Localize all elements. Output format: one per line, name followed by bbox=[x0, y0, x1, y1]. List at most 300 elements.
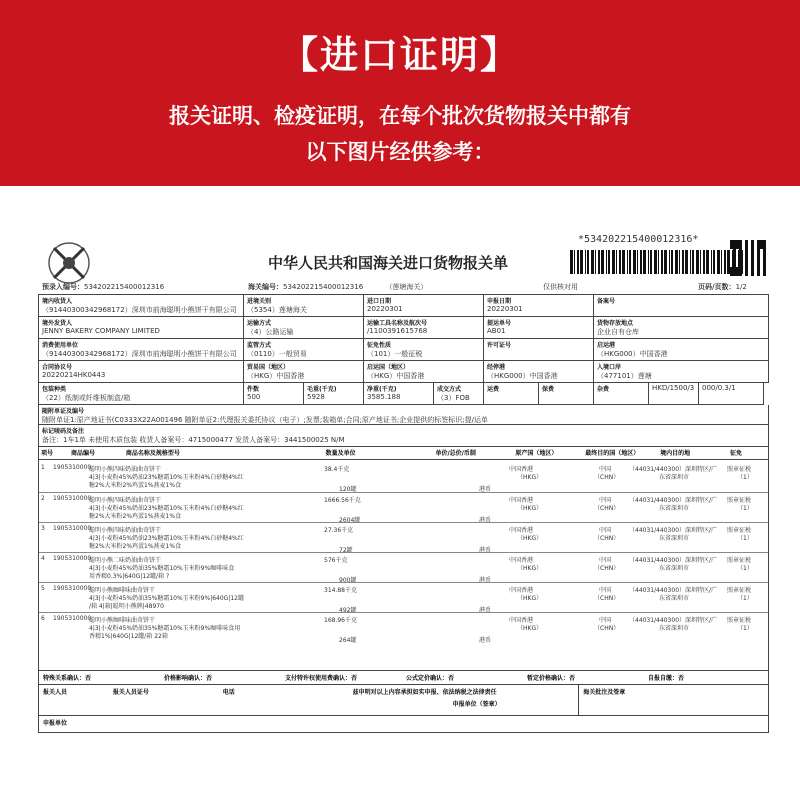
phone-label: 电话 bbox=[222, 689, 235, 696]
qr-module bbox=[760, 240, 763, 243]
goods-origin2: （HKG） bbox=[517, 565, 543, 572]
field-cell: 运输工具名称及航次号 /1100391615768 bbox=[364, 317, 484, 339]
qr-module bbox=[730, 273, 733, 276]
qr-module bbox=[736, 273, 739, 276]
goods-column-header: 境内目的地 bbox=[660, 450, 691, 457]
goods-qty: 1666.56千克 bbox=[324, 497, 361, 504]
barcode-bar bbox=[633, 250, 636, 274]
goods-no: 2 bbox=[41, 495, 45, 502]
goods-spec2: 糖2%大米粉2%鸡蛋1%燕麦1%食 bbox=[89, 513, 182, 520]
goods-dest: 中国 bbox=[599, 497, 612, 504]
qr-module bbox=[751, 273, 754, 276]
table-row bbox=[39, 492, 768, 523]
qr-module bbox=[763, 249, 766, 252]
goods-column-header: 原产国（地区） bbox=[515, 450, 558, 457]
qr-module bbox=[736, 240, 739, 243]
qr-module bbox=[733, 258, 736, 261]
footer-row bbox=[39, 685, 769, 716]
qr-module bbox=[736, 270, 739, 273]
goods-tax2: （1） bbox=[737, 535, 753, 542]
qr-module bbox=[745, 255, 748, 258]
qr-module bbox=[745, 249, 748, 252]
goods-spec2: 糖2%大米粉2%鸡蛋1%燕麦1%食 bbox=[89, 543, 182, 550]
qr-module bbox=[739, 252, 742, 255]
goods-tax: 照章征税 bbox=[727, 466, 752, 473]
unit-row bbox=[39, 716, 769, 733]
goods-origin: 中国香港 bbox=[509, 587, 534, 594]
goods-no: 3 bbox=[41, 525, 45, 532]
qr-module bbox=[733, 249, 736, 252]
field-cell: 保费 bbox=[539, 383, 594, 405]
barcode-bar bbox=[585, 250, 586, 274]
barcode-bar bbox=[643, 250, 646, 274]
barcode-bar bbox=[612, 250, 615, 274]
qr-module bbox=[751, 246, 754, 249]
confirm-item: 公式定价确认：否 bbox=[406, 675, 455, 682]
barcode-bar bbox=[664, 250, 667, 274]
qr-module bbox=[745, 243, 748, 246]
goods-code: 1905310000 bbox=[53, 525, 92, 532]
field-cell: 毛重(千克) 5928 bbox=[304, 383, 364, 405]
customs-emblem-icon bbox=[46, 240, 92, 286]
barcode-bar bbox=[574, 250, 575, 274]
barcode-bar bbox=[654, 250, 657, 274]
customs-note-label: 海关批注及签章 bbox=[578, 685, 768, 715]
qr-module bbox=[739, 273, 742, 276]
goods-origin: 中国香港 bbox=[509, 466, 534, 473]
goods-currency: 港币 bbox=[479, 577, 492, 584]
goods-no: 6 bbox=[41, 615, 45, 622]
qr-module bbox=[757, 258, 760, 261]
barcode-bar bbox=[700, 250, 701, 274]
qr-module bbox=[739, 261, 742, 264]
declaration-statement: 兹申明对以上内容承担如实申报、依法纳税之法律责任 申报单位（签章） bbox=[352, 689, 501, 708]
qr-module bbox=[757, 243, 760, 246]
barcode-bar bbox=[577, 250, 579, 274]
barcode-text: *534202215400012316* bbox=[578, 234, 699, 245]
barcode-bar bbox=[724, 250, 726, 274]
barcode-bar bbox=[648, 250, 649, 274]
qr-module bbox=[730, 243, 733, 246]
qr-module bbox=[751, 249, 754, 252]
qr-module bbox=[733, 246, 736, 249]
field-cell: 件数 500 bbox=[244, 383, 304, 405]
form-title: 中华人民共和国海关进口货物报关单 bbox=[268, 254, 509, 272]
goods-column-header: 单价/总价/币制 bbox=[435, 450, 476, 457]
goods-origin2: （HKG） bbox=[517, 535, 543, 542]
goods-origin: 中国香港 bbox=[509, 617, 534, 624]
barcode-bar bbox=[619, 250, 621, 274]
barcode-bar bbox=[711, 250, 712, 274]
goods-table bbox=[39, 460, 769, 671]
barcode-bar bbox=[696, 250, 699, 274]
goods-dest2: （CHN） bbox=[594, 505, 620, 512]
goods-currency: 港币 bbox=[479, 517, 492, 524]
goods-spec2: 香精1%|640G|12罐/箱 22箱 bbox=[89, 633, 168, 640]
field-cell: 运费 bbox=[484, 383, 539, 405]
qr-module bbox=[733, 261, 736, 264]
field-cell: 境外发货人 JENNY BAKERY COMPANY LIMITED bbox=[39, 317, 244, 339]
qr-module bbox=[739, 255, 742, 258]
qr-module bbox=[745, 258, 748, 261]
goods-currency: 港币 bbox=[479, 637, 492, 644]
qr-module bbox=[751, 261, 754, 264]
confirm-item: 支付特许权使用费确认：否 bbox=[285, 675, 358, 682]
goods-qty: 27.36千克 bbox=[324, 527, 354, 534]
table-row bbox=[39, 612, 768, 643]
qr-module bbox=[751, 258, 754, 261]
goods-tax: 照章征税 bbox=[727, 557, 752, 564]
goods-spec2: 糖2%大米粉2%鸡蛋1%燕麦1%食 bbox=[89, 482, 182, 489]
goods-code: 1905310000 bbox=[53, 464, 92, 471]
goods-origin: 中国香港 bbox=[509, 497, 534, 504]
banner-title: 【进口证明】 bbox=[279, 33, 520, 77]
goods-no: 4 bbox=[41, 555, 45, 562]
field-cell: 启运国（地区） （HKG）中国香港 bbox=[364, 361, 484, 383]
form-grid bbox=[38, 294, 769, 733]
qr-module bbox=[760, 246, 763, 249]
qr-module bbox=[733, 240, 736, 243]
confirm-item: 暂定价格确认：否 bbox=[527, 675, 576, 682]
qr-module bbox=[757, 261, 760, 264]
qr-module bbox=[751, 252, 754, 255]
field-cell: 消费使用单位 （91440300342968172）深圳市前海聪明小熊饼干有限公司 bbox=[39, 339, 244, 361]
goods-tax2: （1） bbox=[737, 505, 753, 512]
goods-place2: 东省深圳市 bbox=[659, 595, 690, 602]
goods-column-header: 商品名称及规格型号 bbox=[125, 450, 180, 457]
barcode-bar bbox=[591, 250, 594, 274]
qr-module bbox=[739, 270, 742, 273]
goods-place: （44031/440300）深圳特区/广 bbox=[629, 466, 718, 473]
goods-place2: 东省深圳市 bbox=[659, 474, 690, 481]
goods-code: 1905310000 bbox=[53, 615, 92, 622]
declaring-unit-label: 申报单位 bbox=[43, 720, 68, 727]
goods-column-header: 商品编号 bbox=[70, 450, 95, 457]
qr-module bbox=[751, 264, 754, 267]
qr-module bbox=[733, 264, 736, 267]
qr-module bbox=[745, 273, 748, 276]
goods-spec: 4|3|小麦粉45%奶油35%糖霜10%玉米粉9%咖啡味食用 bbox=[89, 625, 241, 632]
field-cell: 境内收货人 （91440300342968172）深圳市前海聪明小熊饼干有限公司 bbox=[39, 295, 244, 317]
goods-qty: 314.88千克 bbox=[324, 587, 357, 594]
barcode-bar bbox=[690, 250, 691, 274]
qr-module bbox=[739, 258, 742, 261]
qr-module bbox=[757, 273, 760, 276]
barcode-bar bbox=[661, 250, 663, 274]
goods-tax: 照章征税 bbox=[727, 497, 752, 504]
goods-dest2: （CHN） bbox=[594, 535, 620, 542]
customs-declaration-form bbox=[38, 222, 768, 750]
field-cell: 进境关别 （5354）莲塘海关 bbox=[244, 295, 364, 317]
goods-spec: 4|3|小麦粉45%奶油35%糖霜10%玉米粉9%咖啡味食 bbox=[89, 565, 235, 572]
goods-origin: 中国香港 bbox=[509, 527, 534, 534]
field-cell: 提运单号 AB01 bbox=[484, 317, 594, 339]
qr-module bbox=[745, 240, 748, 243]
qr-module bbox=[751, 255, 754, 258]
field-cell: 征免性质 （101）一般征税 bbox=[364, 339, 484, 361]
qr-module bbox=[763, 261, 766, 264]
banner-line-1: 报关证明、检疫证明，在每个批次货物报关中都有 bbox=[169, 104, 631, 128]
marks-remarks: 标记唛码及备注 备注：1车1单 未使用木质包装 收货人备案号：4715000477 发货人备案号：3441500025 N/M bbox=[39, 425, 769, 447]
barcode-bar bbox=[637, 250, 638, 274]
barcode-bar bbox=[721, 250, 722, 274]
barcode-bar bbox=[679, 250, 680, 274]
barcode-bar bbox=[669, 250, 670, 274]
qr-module bbox=[763, 246, 766, 249]
barcode-bar bbox=[706, 250, 709, 274]
qr-module bbox=[745, 246, 748, 249]
qr-module bbox=[733, 252, 736, 255]
barcode-bar bbox=[601, 250, 604, 274]
field-cell: 运输方式 （4）公路运输 bbox=[244, 317, 364, 339]
qr-module bbox=[745, 264, 748, 267]
barcode-bar bbox=[616, 250, 617, 274]
goods-place2: 东省深圳市 bbox=[659, 565, 690, 572]
qr-module bbox=[757, 252, 760, 255]
barcode-bar bbox=[606, 250, 607, 274]
qr-code-icon bbox=[730, 240, 766, 276]
qr-module bbox=[733, 273, 736, 276]
qr-module bbox=[757, 249, 760, 252]
goods-dest: 中国 bbox=[599, 466, 612, 473]
header-banner bbox=[0, 0, 800, 186]
table-row bbox=[39, 462, 768, 492]
goods-column-header: 项号 bbox=[41, 450, 54, 457]
barcode-bar bbox=[713, 250, 715, 274]
field-cell: 申报日期 20220301 bbox=[484, 295, 594, 317]
field-cell: 包装种类 （22）纸制或纤维板制盒/箱 bbox=[39, 383, 244, 405]
field-cell: 货物存放地点 企业自有仓库 bbox=[594, 317, 769, 339]
goods-name: 聪明小熊四味奶油曲奇饼干 bbox=[89, 527, 162, 534]
goods-code: 1905310000 bbox=[53, 495, 92, 502]
goods-no: 5 bbox=[41, 585, 45, 592]
goods-name: 聪明小熊四味奶油曲奇饼干 bbox=[89, 497, 162, 504]
goods-place: （44031/440300）深圳特区/广 bbox=[629, 587, 718, 594]
goods-name: 聪明小熊咖啡味曲奇饼干 bbox=[89, 587, 156, 594]
barcode-bar bbox=[622, 250, 625, 274]
goods-qty2: 900罐 bbox=[339, 577, 357, 584]
qr-module bbox=[739, 243, 742, 246]
qr-module bbox=[745, 261, 748, 264]
goods-spec: 4|3|小麦粉45%奶油23%糖霜10%玉米粉4%白砂糖4%红 bbox=[89, 505, 244, 512]
goods-origin2: （HKG） bbox=[517, 505, 543, 512]
goods-origin2: （HKG） bbox=[517, 625, 543, 632]
barcode-bar bbox=[587, 250, 589, 274]
field-cell: 贸易国（地区） （HKG）中国香港 bbox=[244, 361, 364, 383]
qr-module bbox=[736, 246, 739, 249]
goods-spec: 4|3|小麦粉45%奶油23%糖霜10%玉米粉4%白砂糖4%红 bbox=[89, 535, 244, 542]
qr-module bbox=[763, 273, 766, 276]
barcode-bar bbox=[627, 250, 628, 274]
barcode-bar bbox=[629, 250, 631, 274]
goods-place2: 东省深圳市 bbox=[659, 535, 690, 542]
goods-code: 1905310000 bbox=[53, 555, 92, 562]
goods-currency: 港币 bbox=[479, 486, 492, 493]
confirm-item: 自报自缴：否 bbox=[648, 675, 685, 682]
goods-qty: 576千克 bbox=[324, 557, 348, 564]
barcode-bar bbox=[682, 250, 684, 274]
goods-qty2: 492罐 bbox=[339, 607, 357, 614]
goods-place: （44031/440300）深圳特区/广 bbox=[629, 497, 718, 504]
goods-origin2: （HKG） bbox=[517, 474, 543, 481]
qr-module bbox=[763, 267, 766, 270]
field-cell: 启运港 （HKG000）中国香港 bbox=[594, 339, 769, 361]
field-cell: 成交方式 （3）FOB bbox=[434, 383, 484, 405]
field-cell: 经停港 （HKG000）中国香港 bbox=[484, 361, 594, 383]
goods-spec: 4|3|小麦粉45%奶油23%糖霜10%玉米粉4%白砂糖4%红 bbox=[89, 474, 244, 481]
qr-module bbox=[763, 258, 766, 261]
qr-module bbox=[763, 240, 766, 243]
pre-entry-no: 预录入编号：534202215400012316 bbox=[42, 283, 165, 291]
goods-place: （44031/440300）深圳特区/广 bbox=[629, 527, 718, 534]
barcode-bar bbox=[580, 250, 583, 274]
table-row bbox=[39, 582, 768, 613]
goods-qty2: 120罐 bbox=[339, 486, 357, 493]
goods-dest: 中国 bbox=[599, 557, 612, 564]
barcode-bar bbox=[717, 250, 720, 274]
goods-currency: 港币 bbox=[479, 607, 492, 614]
qr-module bbox=[733, 243, 736, 246]
goods-dest2: （CHN） bbox=[594, 625, 620, 632]
banner-line-2: 以下图片经供参考： bbox=[305, 140, 495, 164]
confirmation-row bbox=[39, 671, 769, 685]
qr-module bbox=[763, 255, 766, 258]
confirm-item: 特殊关系确认：否 bbox=[43, 675, 92, 682]
barcode-bar bbox=[658, 250, 659, 274]
goods-qty2: 72罐 bbox=[339, 547, 353, 554]
goods-no: 1 bbox=[41, 464, 45, 471]
field-cell: 监管方式 （0110）一般贸易 bbox=[244, 339, 364, 361]
field-cell: 入境口岸 （477101）莲塘 bbox=[594, 361, 769, 383]
qr-module bbox=[757, 270, 760, 273]
qr-module bbox=[745, 270, 748, 273]
qr-module bbox=[736, 243, 739, 246]
qr-module bbox=[763, 243, 766, 246]
goods-tax: 照章征税 bbox=[727, 617, 752, 624]
qr-module bbox=[751, 270, 754, 273]
goods-spec2: 用香精0.3%|640G|12罐/箱 ? bbox=[89, 573, 170, 580]
table-row bbox=[39, 522, 768, 553]
field-cell: 杂费 bbox=[594, 383, 649, 405]
qr-module bbox=[745, 267, 748, 270]
field-cell: 合同协议号 20220214HK0443 bbox=[39, 361, 244, 383]
qr-module bbox=[733, 270, 736, 273]
customs-no: 海关编号：534202215400012316 （莲塘海关） bbox=[248, 283, 428, 291]
goods-name: 聪明小熊四味奶油曲奇饼干 bbox=[89, 466, 162, 473]
qr-module bbox=[763, 252, 766, 255]
qr-module bbox=[730, 270, 733, 273]
qr-module bbox=[739, 267, 742, 270]
goods-dest: 中国 bbox=[599, 527, 612, 534]
field-cell: 000/0.3/1 bbox=[699, 383, 764, 405]
goods-tax: 照章征税 bbox=[727, 587, 752, 594]
barcode-bar bbox=[675, 250, 678, 274]
field-cell: 许可证号 bbox=[484, 339, 594, 361]
barcode-bar bbox=[685, 250, 688, 274]
goods-tax2: （1） bbox=[737, 595, 753, 602]
goods-dest2: （CHN） bbox=[594, 595, 620, 602]
goods-dest: 中国 bbox=[599, 617, 612, 624]
qr-module bbox=[739, 264, 742, 267]
confirm-item: 价格影响确认：否 bbox=[164, 675, 213, 682]
qr-module bbox=[751, 243, 754, 246]
field-cell: HKD/1500/3 bbox=[649, 383, 699, 405]
goods-tax2: （1） bbox=[737, 474, 753, 481]
qr-module bbox=[760, 243, 763, 246]
goods-place: （44031/440300）深圳特区/广 bbox=[629, 617, 718, 624]
goods-qty2: 2604罐 bbox=[339, 517, 361, 524]
qr-module bbox=[730, 246, 733, 249]
qr-module bbox=[751, 240, 754, 243]
goods-place: （44031/440300）深圳特区/广 bbox=[629, 557, 718, 564]
qr-module bbox=[757, 264, 760, 267]
goods-qty: 38.4千克 bbox=[324, 466, 350, 473]
page-info: 页码/页数：1/2 bbox=[698, 283, 747, 291]
goods-column-header: 数量及单位 bbox=[325, 450, 356, 457]
qr-module bbox=[736, 267, 739, 270]
field-cell: 进口日期 20220301 bbox=[364, 295, 484, 317]
qr-module bbox=[730, 267, 733, 270]
barcode-bar bbox=[608, 250, 610, 274]
goods-table-header bbox=[39, 447, 769, 460]
goods-dest: 中国 bbox=[599, 587, 612, 594]
barcode-bar bbox=[671, 250, 673, 274]
barcode-bar bbox=[703, 250, 705, 274]
barcode-icon bbox=[568, 250, 748, 274]
qr-module bbox=[763, 264, 766, 267]
qr-module bbox=[739, 249, 742, 252]
qr-module bbox=[739, 240, 742, 243]
goods-qty: 168.96千克 bbox=[324, 617, 357, 624]
barcode-bar bbox=[598, 250, 600, 274]
goods-spec: 4|3|小麦粉45%奶油35%糖霜10%玉米粉9%|640G|12罐 bbox=[89, 595, 244, 602]
qr-module bbox=[757, 240, 760, 243]
qr-module bbox=[763, 270, 766, 273]
declarer-label: 报关人员 bbox=[43, 689, 68, 696]
barcode-bar bbox=[692, 250, 694, 274]
goods-code: 1905310000 bbox=[53, 585, 92, 592]
table-row bbox=[39, 552, 768, 583]
attached-docs: 随附单证及编号 随附单证1:原产地证书(C0333X22A001496 随附单证2:代理报关委托协议（电子）;发票;装箱单;合同;原产地证书;企业提供的标签标识;提/运单 bbox=[39, 405, 769, 425]
goods-name: 聪明小熊二味奶油曲奇饼干 bbox=[89, 557, 162, 564]
goods-dest2: （CHN） bbox=[594, 474, 620, 481]
qr-module bbox=[739, 246, 742, 249]
field-cell: 备案号 bbox=[594, 295, 769, 317]
qr-module bbox=[733, 267, 736, 270]
goods-dest2: （CHN） bbox=[594, 565, 620, 572]
qr-module bbox=[730, 240, 733, 243]
goods-spec2: /箱 4|箱|聪明小熊牌|48970 bbox=[89, 603, 164, 610]
goods-origin: 中国香港 bbox=[509, 557, 534, 564]
qr-module bbox=[757, 267, 760, 270]
qr-module bbox=[757, 255, 760, 258]
qr-module bbox=[757, 246, 760, 249]
goods-qty2: 264罐 bbox=[339, 637, 357, 644]
goods-name: 聪明小熊咖啡味曲奇饼干 bbox=[89, 617, 156, 624]
goods-tax: 照章征税 bbox=[727, 527, 752, 534]
check-note: 仅供核对用 bbox=[543, 283, 578, 291]
goods-place2: 东省深圳市 bbox=[659, 505, 690, 512]
goods-place2: 东省深圳市 bbox=[659, 625, 690, 632]
goods-tax2: （1） bbox=[737, 565, 753, 572]
barcode-bar bbox=[640, 250, 642, 274]
qr-module bbox=[751, 267, 754, 270]
barcode-bar bbox=[570, 250, 573, 274]
field-cell: 净重(千克) 3585.188 bbox=[364, 383, 434, 405]
goods-column-header: 最终目的国（地区） bbox=[585, 450, 640, 457]
qr-module bbox=[745, 252, 748, 255]
goods-column-header: 征免 bbox=[730, 450, 743, 457]
